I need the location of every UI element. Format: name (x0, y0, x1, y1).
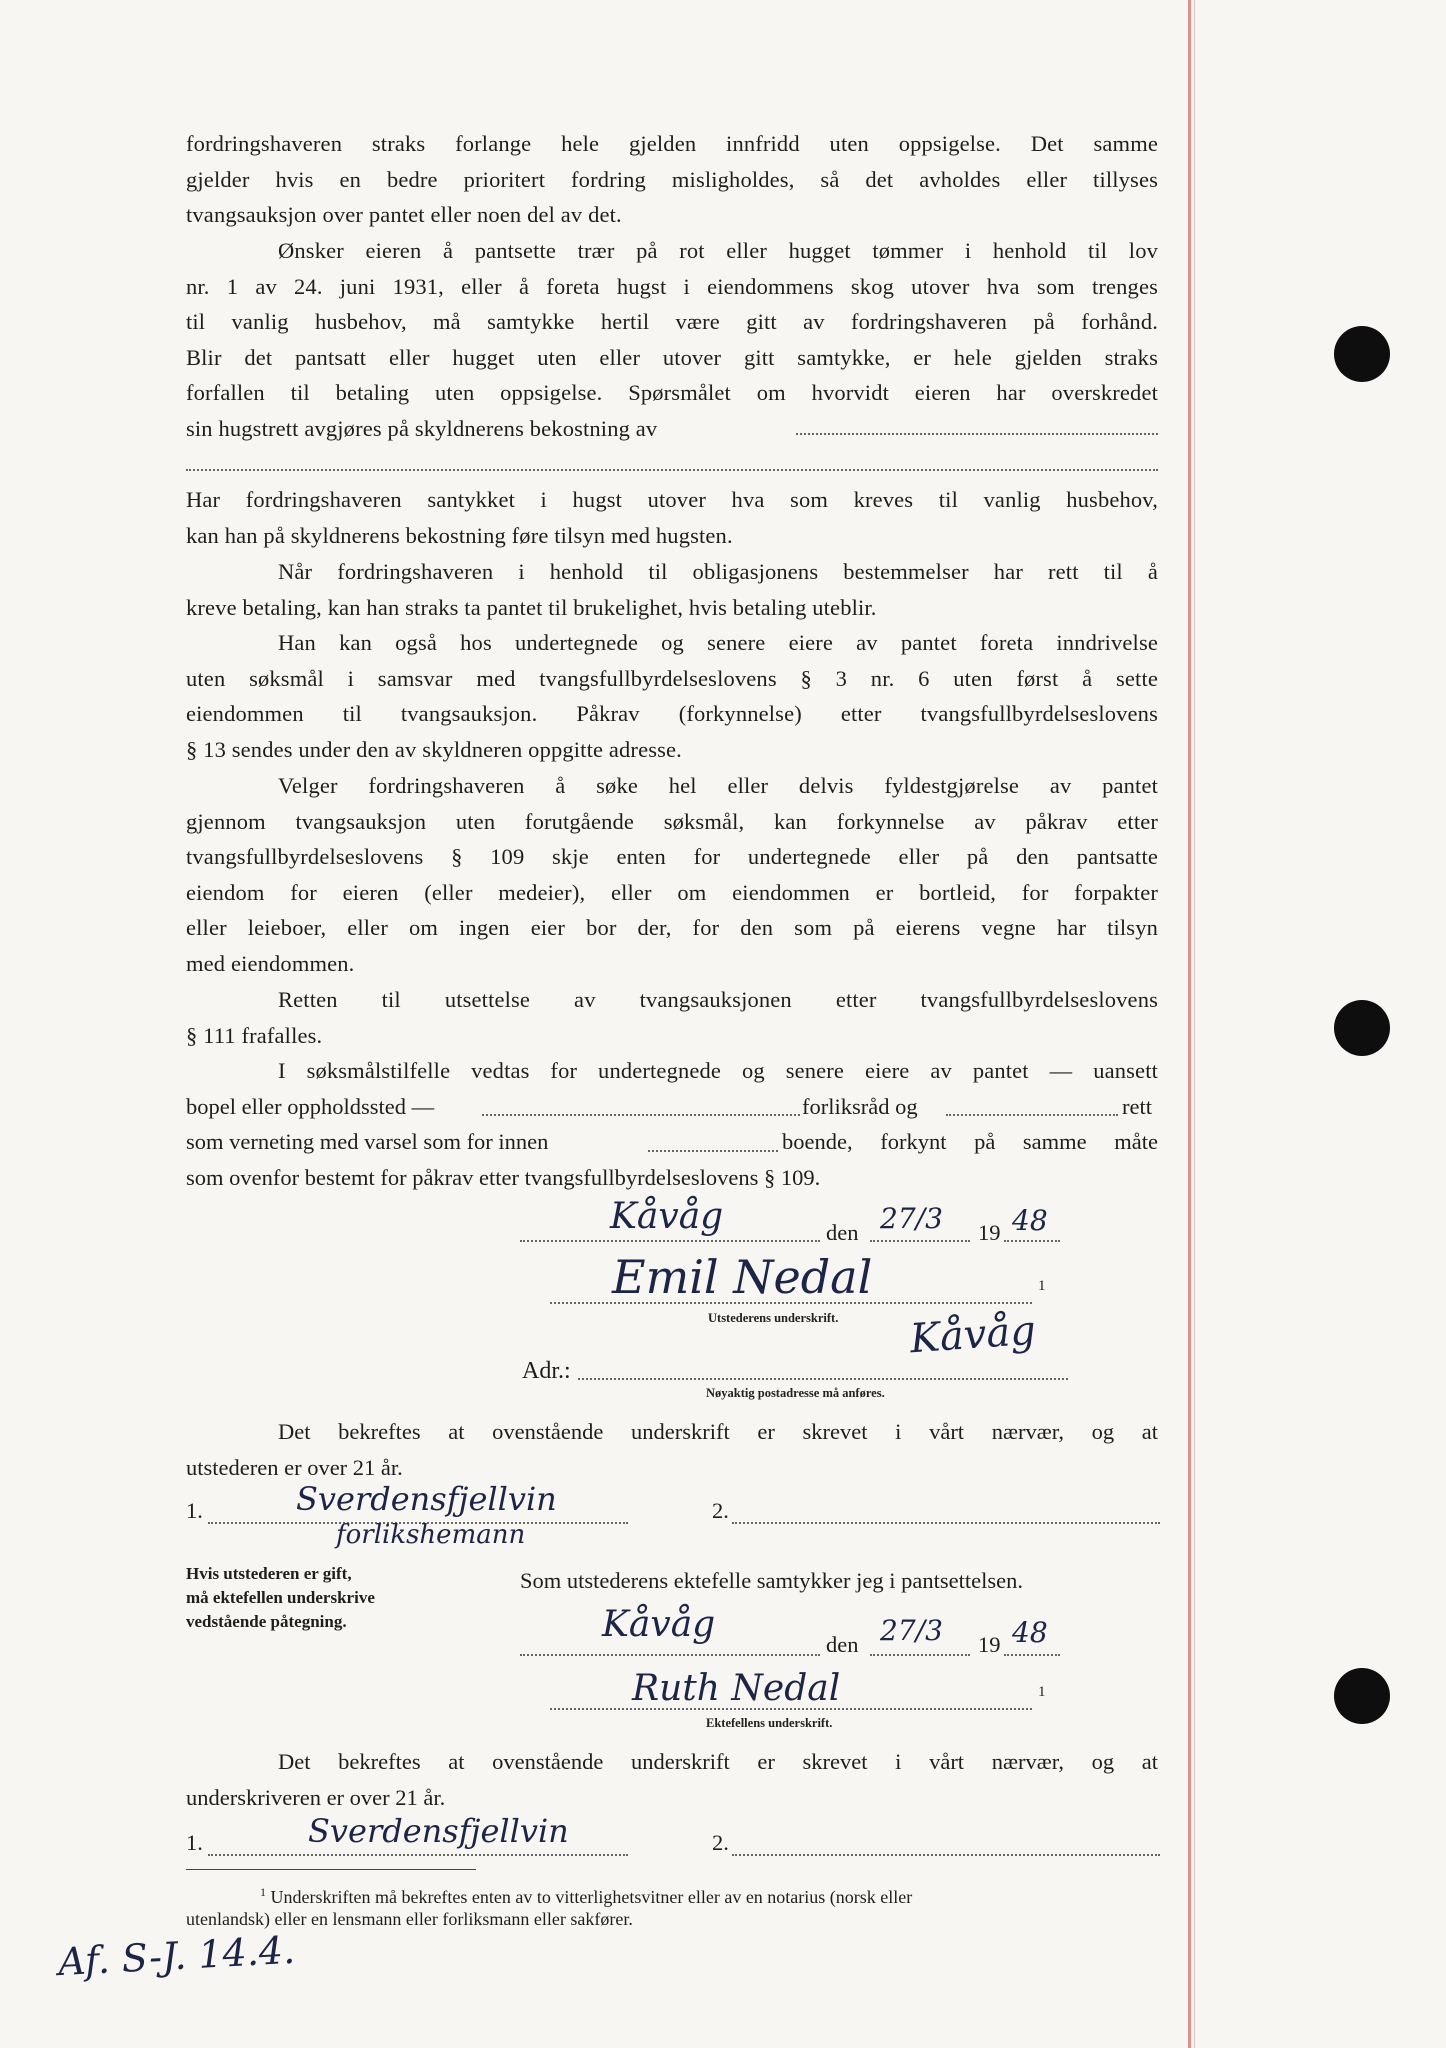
witness-text: Det bekreftes at ovenstående underskrift er skrevet i vårt nærvær, og at (278, 1419, 1158, 1444)
text-line: I søksmålstilfelle vedtas for undertegnede og senere eiere av pantet — uansett (278, 1058, 1158, 1083)
side-note-line: må ektefellen underskrive (186, 1588, 375, 1607)
footnote-mark: 1 (260, 1885, 266, 1899)
witness-signature: Sverdensfjellvin (296, 1480, 557, 1518)
year-handwritten: 48 (1012, 1616, 1048, 1649)
text-line: rett (1122, 1094, 1152, 1119)
blank-line (482, 1114, 800, 1116)
text-line: fordringshaveren straks forlange hele gjelden innfridd uten oppsigelse. Det samme (186, 131, 1158, 156)
address-caption: Nøyaktig postadresse må anføres. (706, 1386, 885, 1400)
place-handwritten: Kåvåg (602, 1604, 716, 1645)
consent-text: Som utstederens ektefelle samtykker jeg i pantsettelsen. (520, 1568, 1023, 1593)
signature-line (550, 1302, 1032, 1304)
place-line (520, 1240, 820, 1242)
place-handwritten: Kåvåg (610, 1196, 724, 1237)
witness-line (208, 1854, 628, 1856)
margin-rule (1188, 0, 1191, 2048)
blank-line (186, 469, 1158, 471)
date-handwritten: 27/3 (880, 1202, 943, 1235)
text-line: kreve betaling, kan han straks ta pantet til brukelighet, hvis betaling uteblir. (186, 594, 877, 620)
signature-caption: Ektefellens underskrift. (706, 1716, 833, 1730)
blank-line (796, 433, 1158, 435)
year-line (1004, 1240, 1060, 1242)
issuer-signature: Emil Nedal (612, 1250, 873, 1304)
text-line: Har fordringshaveren santykket i hugst utover hva som kreves til vanlig husbehov, (186, 487, 1158, 512)
text-line: § 13 sendes under den av skyldneren oppgitte adresse. (186, 736, 682, 762)
paragraph-enforcement (186, 625, 1158, 767)
witness-title: forlikshemann (336, 1520, 526, 1550)
text-line: § 111 frafalles. (186, 1022, 323, 1048)
text-line: til vanlig husbehov, må samtykke hertil være gitt av fordringshaveren på forhånd. (186, 309, 1158, 335)
text-line: som ovenfor bestemt for påkrav etter tvangsfullbyrdelseslovens § 109. (186, 1165, 821, 1190)
text-line: Han kan også hos undertegnede og senere eiere av pantet foreta inndrivelse (278, 630, 1158, 655)
text-line: gjennom tvangsauksjon uten forutgående søksmål, kan forkynnelse av påkrav etter (186, 808, 1158, 834)
den-label: den (826, 1632, 859, 1657)
address-label: Adr.: (522, 1358, 571, 1384)
year-handwritten: 48 (1012, 1204, 1048, 1237)
witness-number: 2. (712, 1498, 729, 1523)
text-line: bopel eller oppholdssted — (186, 1094, 435, 1119)
witness-number: 1. (186, 1498, 203, 1523)
paragraph-timber-pledge (186, 233, 1158, 447)
paragraph-postponement (186, 982, 1158, 1053)
paragraph-usage-right (186, 554, 1158, 625)
text-line: Ønsker eieren å pantsette trær på rot eller hugget tømmer i henhold til lov (278, 238, 1158, 263)
text-line: eiendommen til tvangsauksjon. Påkrav (forkynnelse) etter tvangsfullbyrdelseslovens (186, 701, 1158, 727)
margin-rule-secondary (1194, 0, 1195, 2048)
date-line (870, 1240, 970, 1242)
year-line (1004, 1654, 1060, 1656)
margin-note: Af. S-J. 14.4. (57, 1927, 297, 1985)
blank-line (946, 1114, 1118, 1116)
place-line (520, 1654, 820, 1656)
spouse-signature: Ruth Nedal (632, 1668, 841, 1709)
year-prefix: 19 (978, 1632, 1001, 1657)
witness-line (732, 1854, 1160, 1856)
text-line: Blir det pantsatt eller hugget uten eller utover gitt samtykke, er hele gjelden straks (186, 344, 1158, 370)
date-line (870, 1654, 970, 1656)
text-line: eiendom for eieren (eller medeier), eller om eiendommen er bortleid, for forpakter (186, 879, 1158, 905)
footnote-mark: 1 (1038, 1278, 1046, 1294)
text-line: som verneting med varsel som for innen (186, 1129, 549, 1154)
text-line: uten søksmål i samsvar med tvangsfullbyrdelseslovens § 3 nr. 6 uten først å sette (186, 665, 1158, 691)
text-line: boende, forkynt på samme måte (782, 1129, 1158, 1154)
footnote-rule (186, 1869, 476, 1870)
footnote-line: utenlandsk) eller en lensmann eller forliksmann eller sakfører. (186, 1909, 633, 1929)
text-line: forfallen til betaling uten oppsigelse. Spørsmålet om hvorvidt eieren har overskredet (186, 380, 1158, 406)
paragraph-supervision (186, 482, 1158, 553)
paragraph-venue (186, 1053, 1158, 1089)
punch-hole (1334, 1668, 1390, 1724)
paragraph-auction (186, 768, 1158, 982)
witness-signature: Sverdensfjellvin (308, 1812, 569, 1850)
side-note-line: vedstående påtegning. (186, 1612, 347, 1631)
punch-hole (1334, 1000, 1390, 1056)
side-note-line: Hvis utstederen er gift, (186, 1564, 352, 1583)
punch-hole (1334, 326, 1390, 382)
text-line: Velger fordringshaveren å søke hel eller delvis fyldestgjørelse av pantet (278, 773, 1158, 798)
witness-text: Det bekreftes at ovenstående underskrift er skrevet i vårt nærvær, og at (278, 1749, 1158, 1774)
text-line: forliksråd og (802, 1094, 918, 1119)
text-line: med eiendommen. (186, 950, 355, 976)
blank-line (648, 1150, 778, 1152)
text-line: nr. 1 av 24. juni 1931, eller å foreta hugst i eiendommens skog utover hva som trenges (186, 273, 1158, 299)
witness-number: 1. (186, 1830, 203, 1855)
den-label: den (826, 1220, 859, 1245)
address-line (578, 1378, 1068, 1380)
footnote-line: Underskriften må bekreftes enten av to vitterlighetsvitner eller av en notarius (norsk eller (270, 1887, 913, 1907)
date-handwritten: 27/3 (880, 1614, 943, 1647)
text-line: eller leieboer, eller om ingen eier bor der, for den som på eierens vegne har tilsyn (186, 915, 1158, 941)
text-line: Når fordringshaveren i henhold til obligasjonens bestemmelser har rett til å (278, 559, 1158, 584)
footnote-mark: 1 (1038, 1684, 1046, 1700)
witness-text: utstederen er over 21 år. (186, 1455, 403, 1480)
signature-line (550, 1708, 1032, 1710)
witness-text: underskriveren er over 21 år. (186, 1785, 446, 1810)
paragraph-default-terms (186, 126, 1158, 233)
text-line: gjelder hvis en bedre prioritert fordring misligholdes, så det avholdes eller tillyses (186, 166, 1158, 192)
text-line: tvangsfullbyrdelseslovens § 109 skje enten for undertegnede eller på den pantsatte (186, 844, 1158, 870)
text-line: Retten til utsettelse av tvangsauksjonen etter tvangsfullbyrdelseslovens (278, 987, 1158, 1012)
text-line: kan han på skyldnerens bekostning føre tilsyn med hugsten. (186, 522, 733, 548)
text-line: tvangsauksjon over pantet eller noen del av det. (186, 202, 622, 228)
witness-number: 2. (712, 1830, 729, 1855)
year-prefix: 19 (978, 1220, 1001, 1245)
witness-line (732, 1522, 1160, 1524)
address-handwritten: Kåvåg (908, 1307, 1038, 1363)
signature-caption: Utstederens underskrift. (708, 1311, 839, 1325)
text-line: sin hugstrett avgjøres på skyldnerens bekostning av (186, 415, 658, 441)
